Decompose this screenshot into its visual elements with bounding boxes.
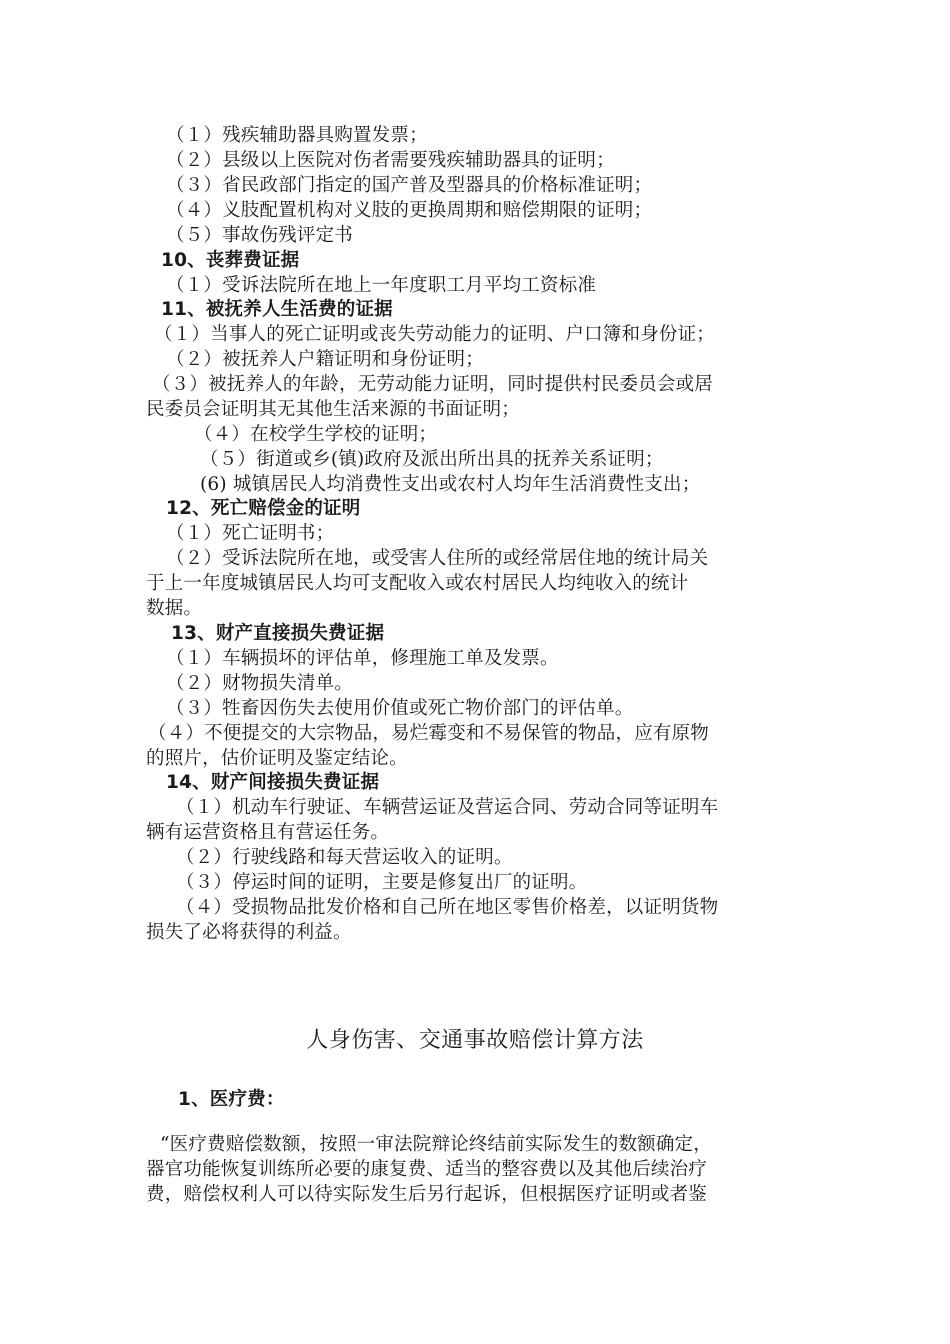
text-line: （２）财物损失清单。 (166, 673, 354, 694)
text-line: 的照片，估价证明及鉴定结论。 (146, 748, 408, 769)
text-line: （３）牲畜因伤失去使用价值或死亡物价部门的评估单。 (166, 698, 634, 719)
text-line: （２）受诉法院所在地，或受害人住所的或经常居住地的统计局关 (166, 548, 709, 569)
heading-12: 12、死亡赔偿金的证明 (166, 498, 361, 519)
heading-10: 10、丧葬费证据 (161, 250, 300, 271)
paragraph-line: 费，赔偿权利人可以待实际发生后另行起诉，但根据医疗证明或者鉴 (146, 1184, 708, 1205)
text-line: （５）事故伤残评定书 (166, 225, 354, 246)
text-line: （２）县级以上医院对伤者需要残疾辅助器具的证明； (166, 150, 615, 171)
text-line: （４）不便提交的大宗物品，易烂霉变和不易保管的物品，应有原物 (148, 723, 710, 744)
text-line: （１）机动车行驶证、车辆营运证及营运合同、劳动合同等证明车 (176, 797, 719, 818)
text-line: （４）在校学生学校的证明； (194, 424, 438, 445)
text-line: （１）残疾辅助器具购置发票； (166, 125, 428, 146)
paragraph-line: 器官功能恢复训练所必要的康复费、适当的整容费以及其他后续治疗 (146, 1159, 708, 1180)
text-line: （４）受损物品批发价格和自己所在地区零售价格差，以证明货物 (176, 897, 719, 918)
text-line: （１）车辆损坏的评估单，修理施工单及发票。 (166, 648, 559, 669)
text-line: 辆有运营资格且有营运任务。 (146, 822, 390, 843)
sub-heading: 1、医疗费： (178, 1089, 285, 1110)
text-line: （２）行驶线路和每天营运收入的证明。 (176, 847, 513, 868)
text-line: 数据。 (146, 598, 203, 619)
text-line: （３）停运时间的证明，主要是修复出厂的证明。 (176, 872, 588, 893)
text-line: （４）义肢配置机构对义肢的更换周期和赔偿期限的证明； (166, 200, 653, 221)
heading-14: 14、财产间接损失费证据 (166, 772, 380, 793)
text-line: 损失了必将获得的利益。 (146, 922, 352, 943)
text-line: （３）省民政部门指定的国产普及型器具的价格标准证明； (166, 175, 653, 196)
text-line: 于上一年度城镇居民人均可支配收入或农村居民人均纯收入的统计 (146, 573, 689, 594)
text-line: （１）死亡证明书； (166, 523, 335, 544)
text-line: （５）街道或乡(镇)政府及派出所出具的抚养关系证明； (200, 449, 664, 470)
text-line: 民委员会证明其无其他生活来源的书面证明； (146, 399, 521, 420)
text-line: (6) 城镇居民人均消费性支出或农村人均年生活消费性支出； (200, 474, 701, 495)
heading-11: 11、被抚养人生活费的证据 (161, 299, 393, 320)
text-line: （１）当事人的死亡证明或丧失劳动能力的证明、户口簿和身份证； (154, 324, 716, 345)
section-title: 人身伤害、交通事故赔偿计算方法 (306, 1028, 644, 1053)
paragraph-line: “医疗费赔偿数额，按照一审法院辩论终结前实际发生的数额确定， (160, 1134, 712, 1155)
text-line: （１）受诉法院所在地上一年度职工月平均工资标准 (166, 275, 597, 296)
text-line: （３）被抚养人的年龄，无劳动能力证明，同时提供村民委员会或居 (152, 374, 714, 395)
text-line: （２）被抚养人户籍证明和身份证明； (166, 349, 484, 370)
heading-13: 13、财产直接损失费证据 (171, 623, 385, 644)
